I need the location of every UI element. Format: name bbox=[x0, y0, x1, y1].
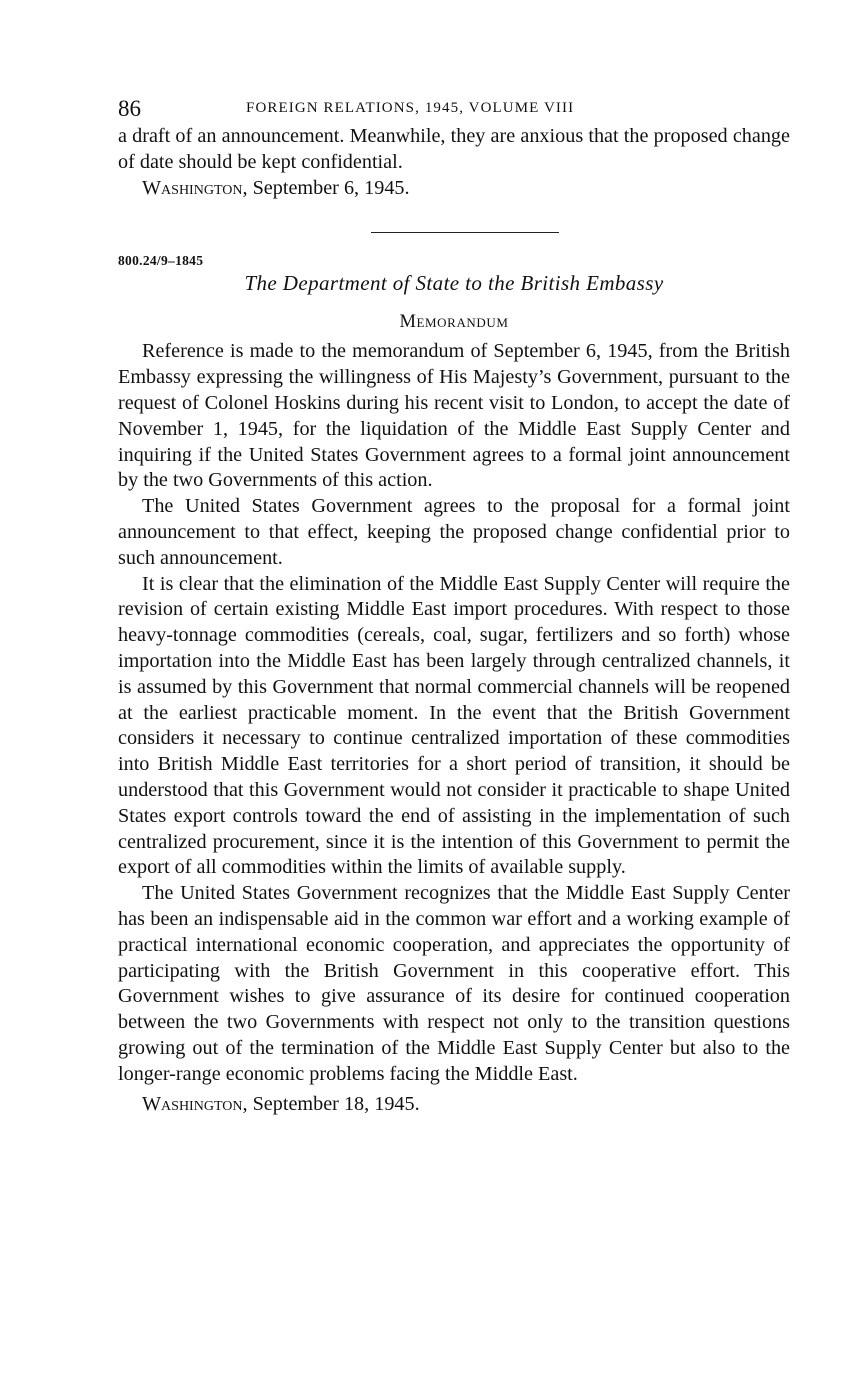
dateline-place: Washington, bbox=[142, 1092, 248, 1115]
dateline-date: September 6, 1945. bbox=[247, 176, 410, 199]
document-page bbox=[118, 92, 790, 1117]
dateline-closing bbox=[118, 1092, 790, 1118]
paragraph: Reference is made to the memorandum of September 6, 1945, from the British Embassy expressing the willingness of His Majesty’s Government, pursuant to the request of Colonel Hoskins during his recent visit to London, to accept the date of November 1, 1945, for the liquidation of the Middle East Supply Center and inquiring if the United States Government agrees to a formal joint announcement by the two Governments of this action. bbox=[118, 340, 790, 492]
dateline-date: September 18, 1945. bbox=[247, 1092, 420, 1115]
running-head: FOREIGN RELATIONS, 1945, VOLUME VIII bbox=[246, 100, 575, 116]
paragraph: The United States Government agrees to the proposal for a formal joint announcement to that effect, keeping the proposed change confidential prior to such announcement. bbox=[118, 495, 790, 569]
document-title: The Department of State to the British Embassy bbox=[244, 271, 664, 296]
page-header bbox=[118, 92, 790, 124]
dateline-first bbox=[118, 176, 790, 202]
section-divider bbox=[371, 232, 559, 233]
document-type: Memorandum bbox=[399, 312, 509, 333]
file-number: 800.24/9–1845 bbox=[118, 253, 204, 269]
paragraph: It is clear that the elimination of the Middle East Supply Center will require the revision of certain existing Middle East import procedures. With respect to those heavy-tonnage commodities (cereals, coal, sugar, fertilizers and so forth) whose importation into the Middle East has been largely through centralized channels, it is assumed by this Government that normal commercial channels will be reopened at the earliest practicable moment. In the event that the British Government considers it necessary to continue centralized importation of these commodities into British Middle East territories for a short period of transition, it should be understood that this Government would not consider it practicable to shape United States export controls toward the end of assisting in the implementation of such centralized procurement, since it is the intention of this Government to permit the export of all commodities within the limits of available supply. bbox=[118, 572, 790, 879]
page-number: 86 bbox=[118, 96, 141, 121]
paragraph: The United States Government recognizes that the Middle East Supply Center has been an indispensable aid in the common war effort and a working example of practical international economic cooperation, and appreciates the opportunity of participating with the British Government in this cooperative effort. This Government wishes to give assurance of its desire for continued cooperation between the two Governments with respect not only to the transition questions growing out of the termination of the Middle East Supply Center but also to the longer-range economic problems facing the Middle East. bbox=[118, 882, 790, 1085]
memorandum-body bbox=[118, 339, 790, 1087]
continuation-paragraph: a draft of an announcement. Meanwhile, they are anxious that the proposed change of date should be kept confidential. bbox=[118, 125, 790, 173]
dateline-place: Washington, bbox=[142, 176, 248, 199]
